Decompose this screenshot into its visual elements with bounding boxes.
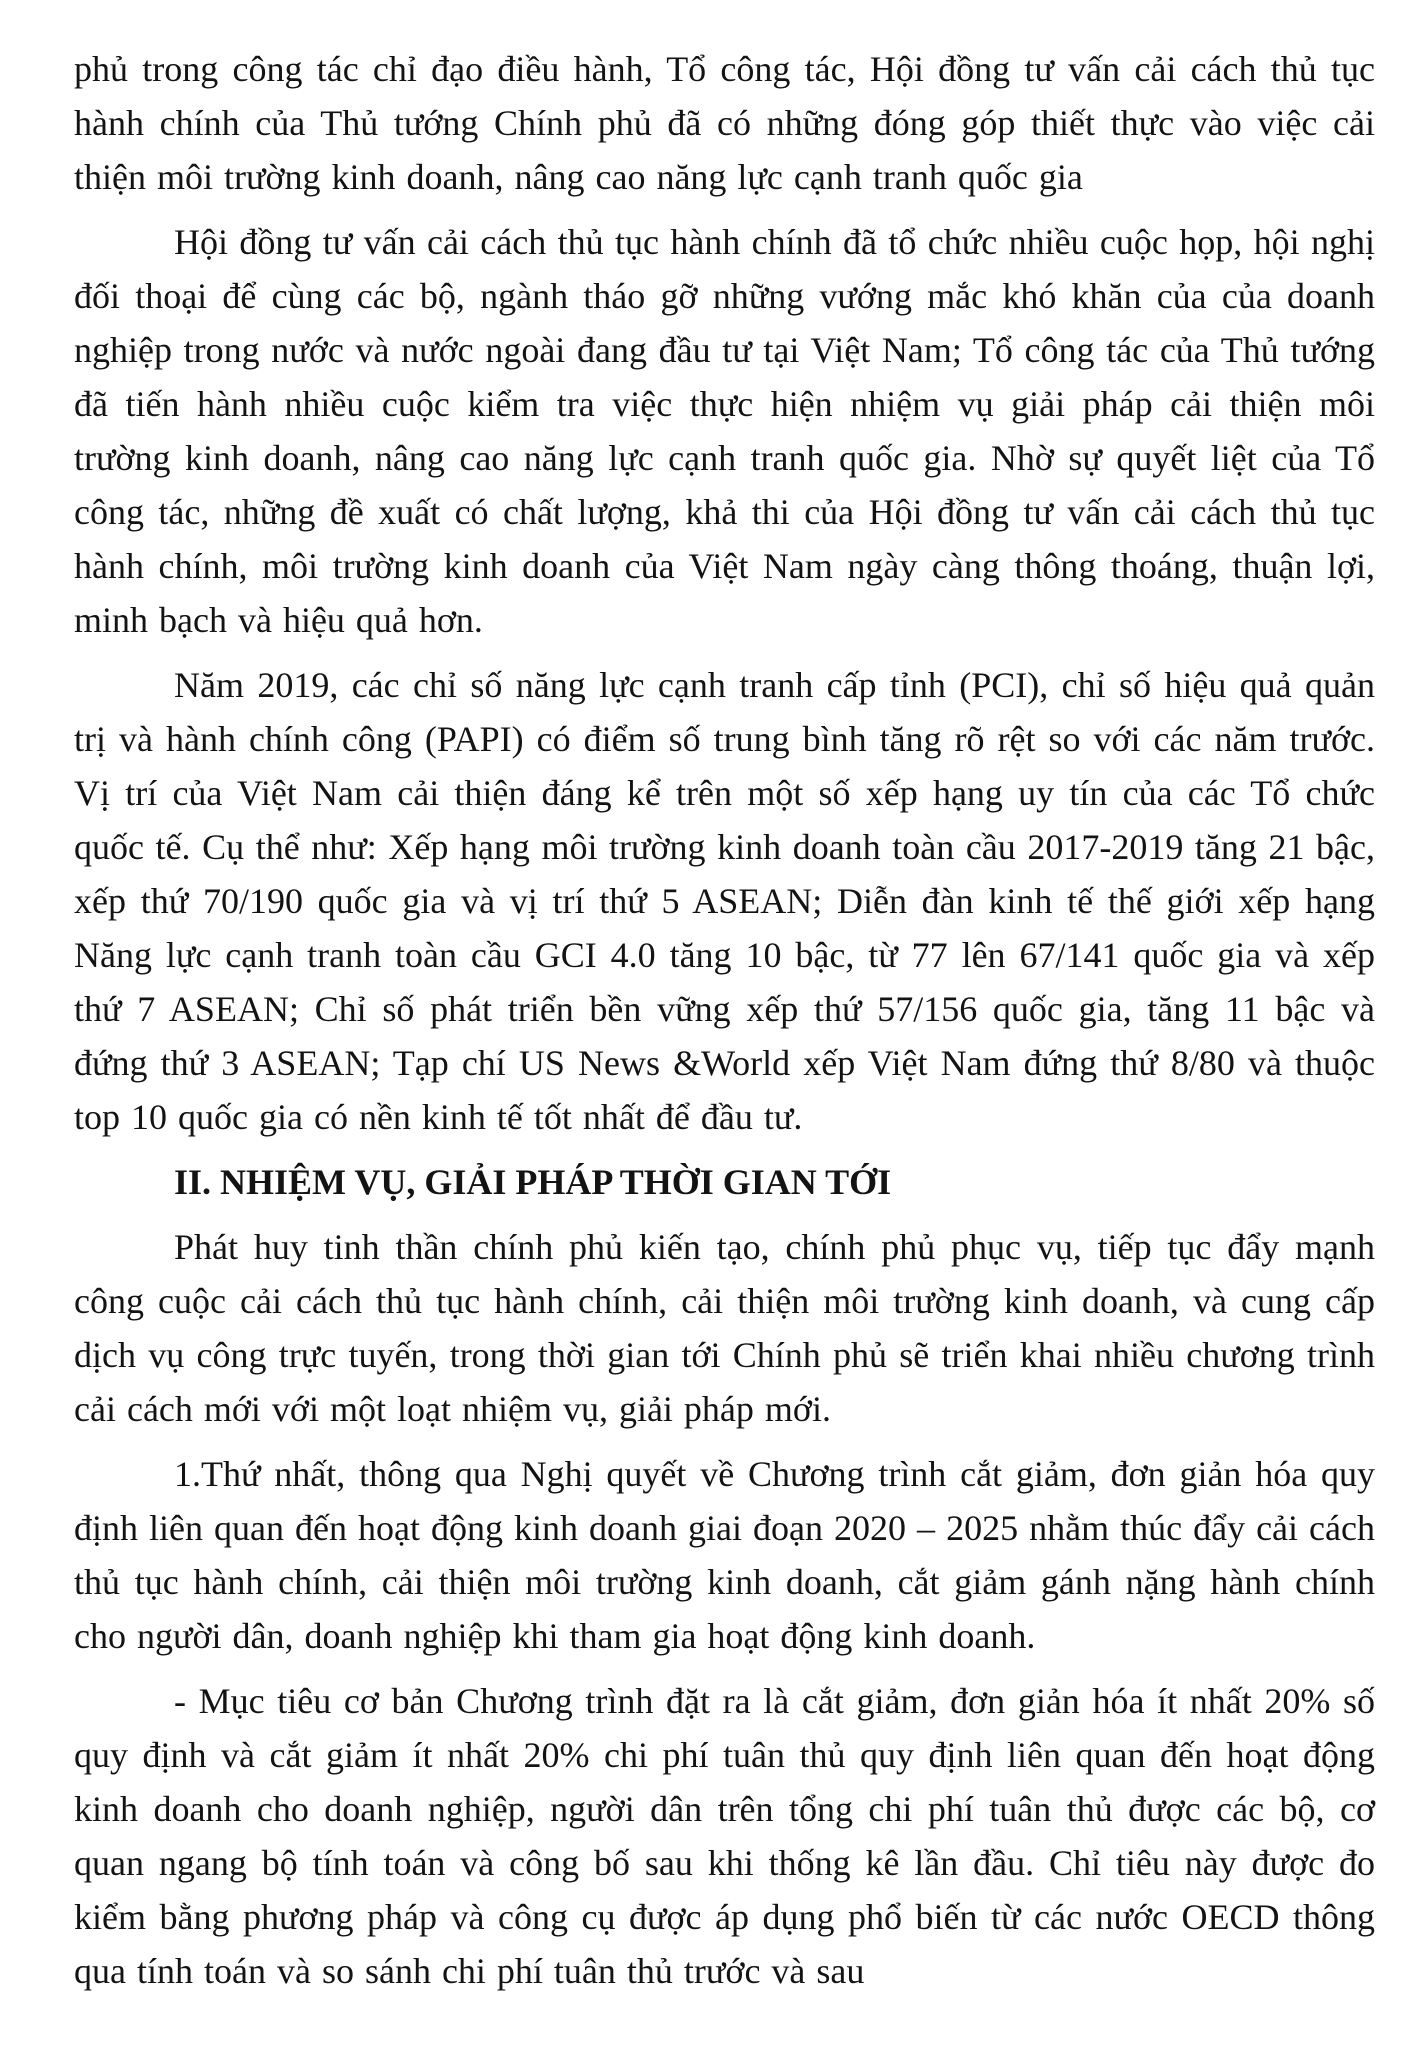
paragraph-program-target: - Mục tiêu cơ bản Chương trình đặt ra là cắt giảm, đơn giản hóa ít nhất 20% số quy định và cắt giảm ít nhất 20% chi phí tuân thủ quy định liên quan đến hoạt động kinh doanh cho doanh nghiệp, người dân trên tổng chi phí tuân thủ được các bộ, cơ quan ngang bộ tính toán và công bố sau khi thống kê lần đầu. Chỉ tiêu này được đo kiểm bằng phương pháp và công cụ được áp dụng phổ biến từ các nước OECD thông qua tính toán và so sánh chi phí tuân thủ trước và sau bbox=[74, 1681, 1375, 1991]
paragraph-2019-rankings: Năm 2019, các chỉ số năng lực cạnh tranh cấp tỉnh (PCI), chỉ số hiệu quả quản trị và hành chính công (PAPI) có điểm số trung bình tăng rõ rệt so với các năm trước. Vị trí của Việt Nam cải thiện đáng kể trên một số xếp hạng uy tín của các Tổ chức quốc tế. Cụ thể như: Xếp hạng môi trường kinh doanh toàn cầu 2017-2019 tăng 21 bậc, xếp thứ 70/190 quốc gia và vị trí thứ 5 ASEAN; Diễn đàn kinh tế thế giới xếp hạng Năng lực cạnh tranh toàn cầu GCI 4.0 tăng 10 bậc, từ 77 lên 67/141 quốc gia và xếp thứ 7 ASEAN; Chỉ số phát triển bền vững xếp thứ 57/156 quốc gia, tăng 11 bậc và đứng thứ 3 ASEAN; Tạp chí US News &World xếp Việt Nam đứng thứ 8/80 và thuộc top 10 quốc gia có nền kinh tế tốt nhất để đầu tư. bbox=[74, 665, 1375, 1137]
paragraph-continuation: phủ trong công tác chỉ đạo điều hành, Tổ công tác, Hội đồng tư vấn cải cách thủ tục hành chính của Thủ tướng Chính phủ đã có những đóng góp thiết thực vào việc cải thiện môi trường kinh doanh, nâng cao năng lực cạnh tranh quốc gia bbox=[74, 49, 1375, 197]
paragraph-first-task: 1.Thứ nhất, thông qua Nghị quyết về Chương trình cắt giảm, đơn giản hóa quy định liên quan đến hoạt động kinh doanh giai đoạn 2020 – 2025 nhằm thúc đẩy cải cách thủ tục hành chính, cải thiện môi trường kinh doanh, cắt giảm gánh nặng hành chính cho người dân, doanh nghiệp khi tham gia hoạt động kinh doanh. bbox=[74, 1454, 1375, 1656]
paragraph-future-direction: Phát huy tinh thần chính phủ kiến tạo, chính phủ phục vụ, tiếp tục đẩy mạnh công cuộc cải cách thủ tục hành chính, cải thiện môi trường kinh doanh, và cung cấp dịch vụ công trực tuyến, trong thời gian tới Chính phủ sẽ triển khai nhiều chương trình cải cách mới với một loạt nhiệm vụ, giải pháp mới. bbox=[74, 1227, 1375, 1429]
paragraph-advisory-council: Hội đồng tư vấn cải cách thủ tục hành chính đã tổ chức nhiều cuộc họp, hội nghị đối thoại để cùng các bộ, ngành tháo gỡ những vướng mắc khó khăn của của doanh nghiệp trong nước và nước ngoài đang đầu tư tại Việt Nam; Tổ công tác của Thủ tướng đã tiến hành nhiều cuộc kiểm tra việc thực hiện nhiệm vụ giải pháp cải thiện môi trường kinh doanh, nâng cao năng lực cạnh tranh quốc gia. Nhờ sự quyết liệt của Tổ công tác, những đề xuất có chất lượng, khả thi của Hội đồng tư vấn cải cách thủ tục hành chính, môi trường kinh doanh của Việt Nam ngày càng thông thoáng, thuận lợi, minh bạch và hiệu quả hơn. bbox=[74, 222, 1375, 640]
section-heading: II. NHIỆM VỤ, GIẢI PHÁP THỜI GIAN TỚI bbox=[174, 1162, 892, 1202]
